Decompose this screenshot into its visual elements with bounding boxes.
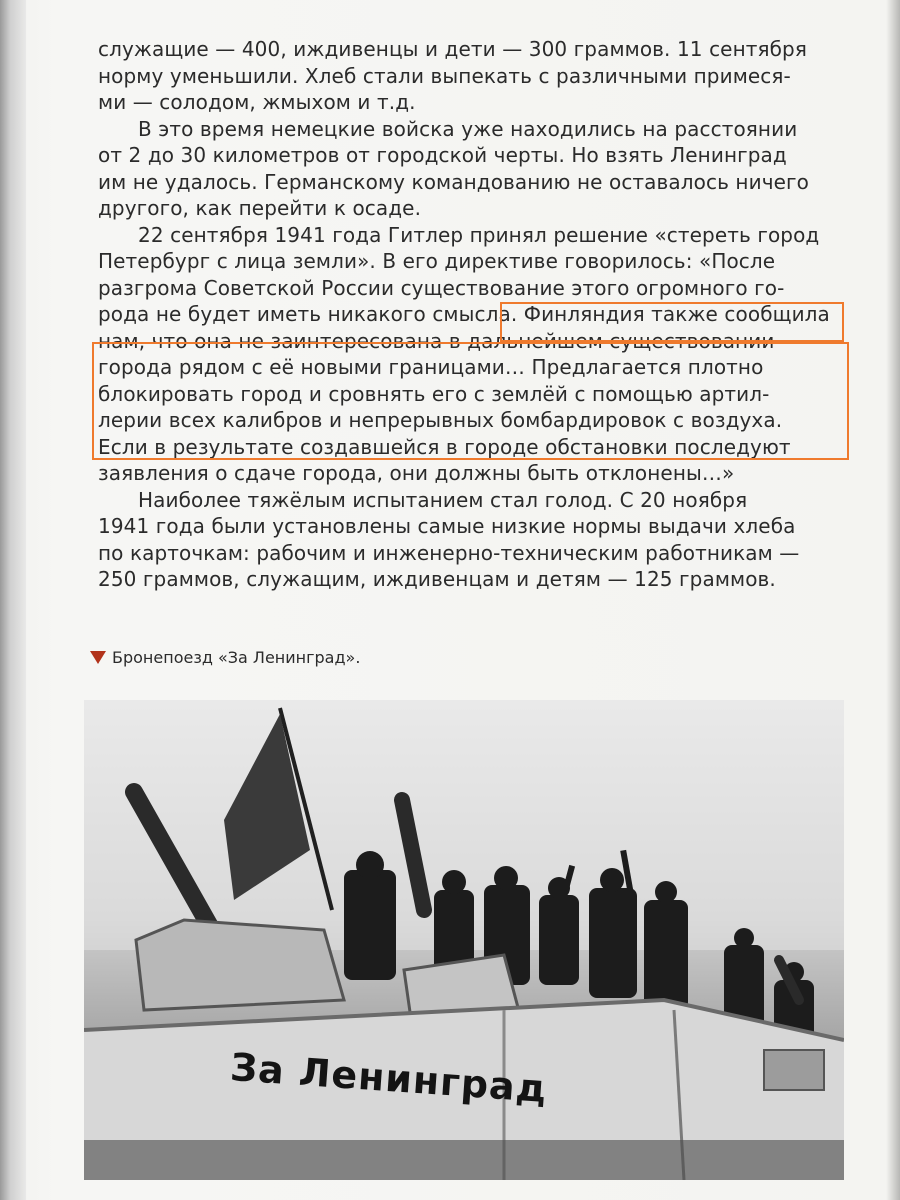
text-line: служащие — 400, иждивенцы и дети — 300 граммов. 11 сентября — [98, 37, 807, 61]
text-line: им не удалось. Германскому командованию не оставалось ничего — [98, 169, 809, 194]
text-line: по карточкам: рабочим и инженерно-техническим работникам — — [98, 540, 800, 565]
text-line: норму уменьшили. Хлеб стали выпекать с различными примеся- — [98, 63, 791, 88]
text-line: 1941 года были установлены самые низкие нормы выдачи хлеба — [98, 514, 796, 538]
text-line: 22 сентября 1941 года Гитлер принял решение «стереть город — [138, 222, 820, 247]
train-slogan-text: За Ленинград — [228, 1044, 549, 1112]
text-line: города рядом с её новыми границами… Предлагается плотно — [98, 355, 764, 379]
caption-text: Бронепоезд «За Ленинград». — [112, 648, 361, 667]
text-line: нам, что она не заинтересована в дальнейшем существовании — [98, 328, 775, 353]
text-line: другого, как перейти к осаде. — [98, 196, 422, 220]
text-line: разгрома Советской России существование этого огромного го- — [98, 275, 785, 300]
text-line: Наиболее тяжёлым испытанием стал голод. С 20 ноября — [138, 487, 748, 512]
text-line: В это время немецкие войска уже находились на расстоянии — [138, 116, 798, 141]
triangle-down-icon — [90, 651, 106, 664]
text-line: Петербург с лица земли». В его директиве говорилось: «После — [98, 249, 776, 273]
text-line: 250 граммов, служащим, иждивенцам и детям — 125 граммов. — [98, 567, 776, 591]
photo-illustration — [84, 700, 844, 1180]
text-line: ми — солодом, жмыхом и т.д. — [98, 90, 416, 114]
photo-caption — [90, 648, 360, 667]
text-line: лерии всех калибров и непрерывных бомбардировок с воздуха. — [98, 408, 783, 432]
text-line: заявления о сдаче города, они должны быть отклонены…» — [98, 461, 735, 485]
text-line: от 2 до 30 километров от городской черты. Но взять Ленинград — [98, 143, 787, 167]
page-edge-shadow — [886, 0, 900, 1200]
text-line: блокировать город и сровнять его с землёй с помощью артил- — [98, 381, 770, 406]
page-gutter — [0, 0, 26, 1200]
highlight-box-main — [92, 342, 849, 460]
armored-train-photo — [84, 700, 844, 1180]
text-line: Если в результате создавшейся в городе обстановки последуют — [98, 434, 791, 459]
highlight-box-top — [500, 302, 844, 342]
text-line: рода не будет иметь никакого смысла. Финляндия также сообщила — [98, 302, 830, 326]
